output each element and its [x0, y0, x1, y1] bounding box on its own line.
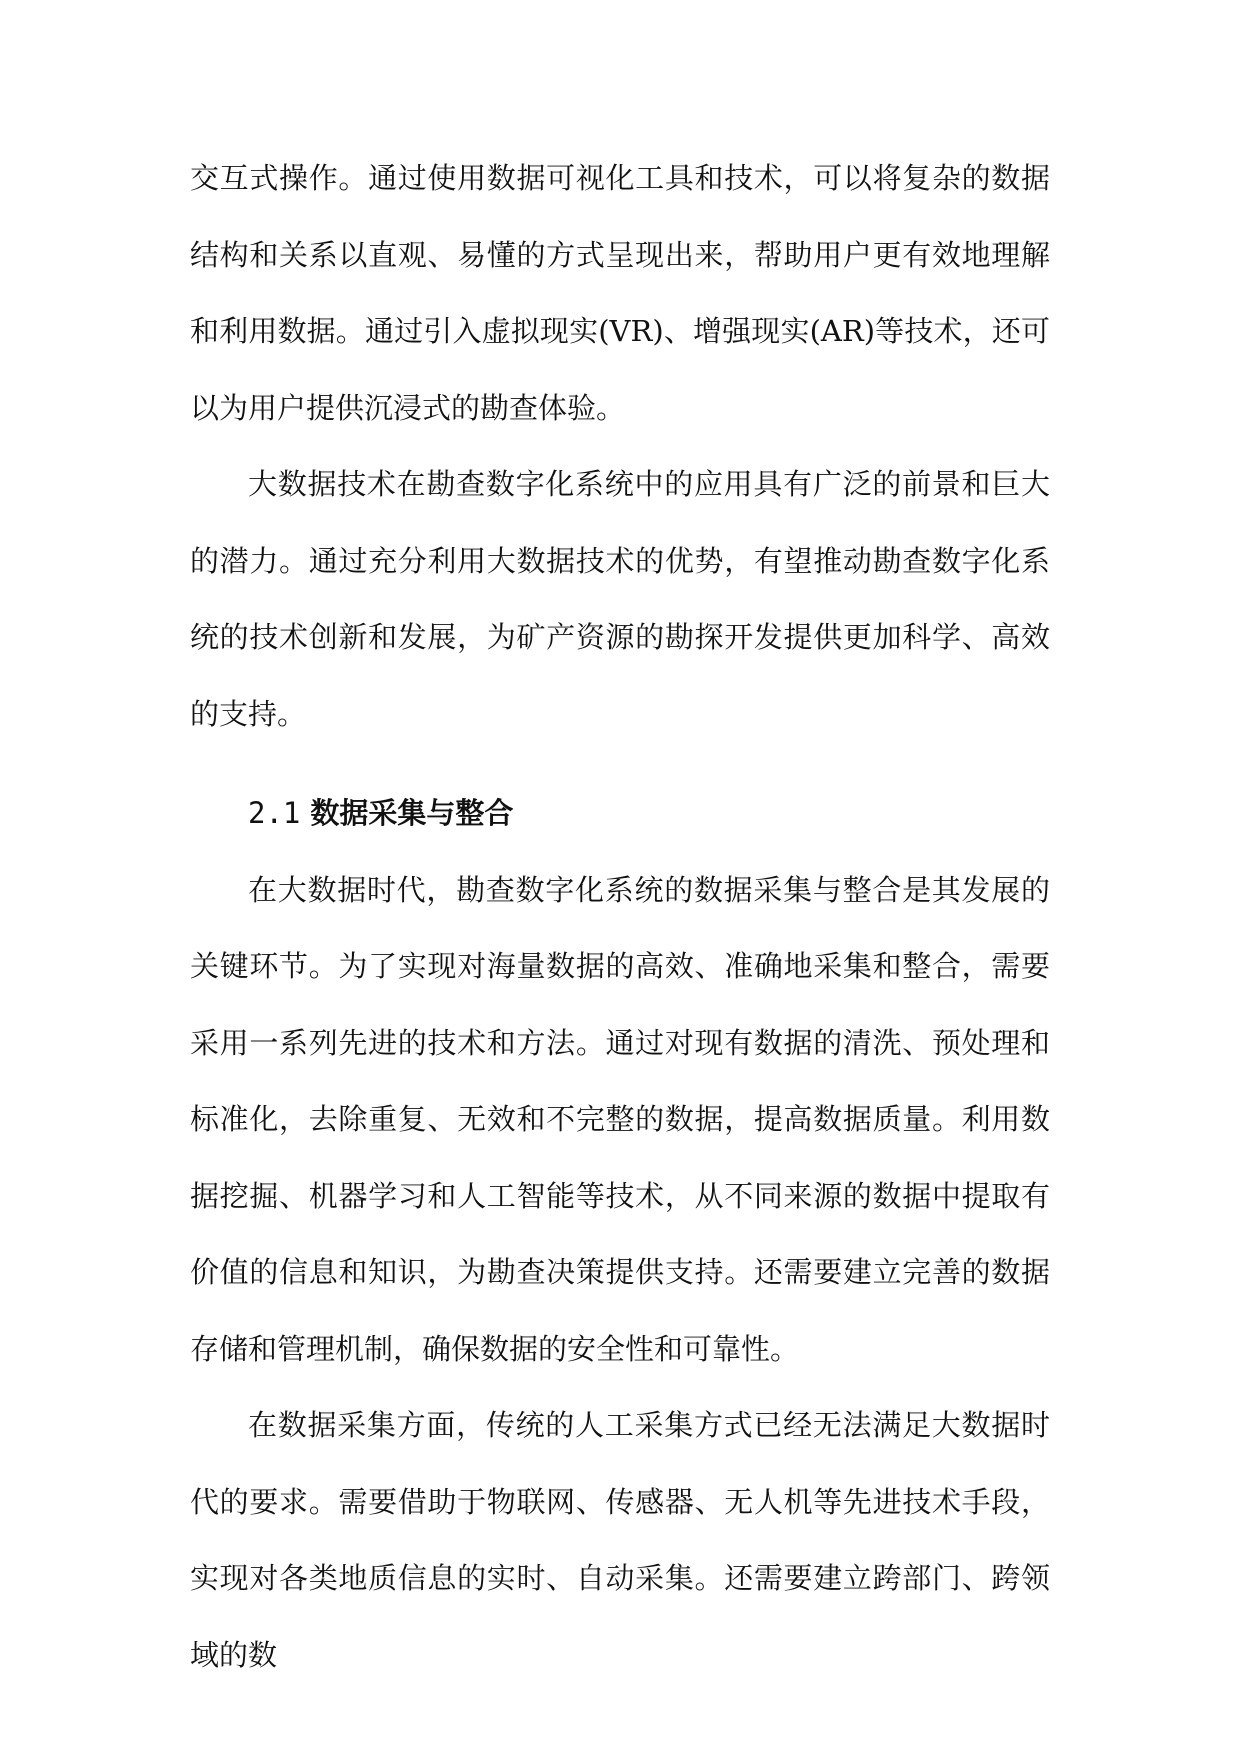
- section-number: 2.1: [248, 796, 301, 830]
- document-page: [190, 140, 1050, 1693]
- paragraph: 在数据采集方面，传统的人工采集方式已经无法满足大数据时代的要求。需要借助于物联网、传感器、无人机等先进技术手段，实现对各类地质信息的实时、自动采集。还需要建立跨部门、跨领域的数: [190, 1408, 1050, 1672]
- paragraph-continued: 交互式操作。通过使用数据可视化工具和技术，可以将复杂的数据结构和关系以直观、易懂的方式呈现出来，帮助用户更有效地理解和利用数据。通过引入虚拟现实(VR)、增强现实(AR)等技术，还可以为用户提供沉浸式的勘查体验。: [190, 161, 1050, 425]
- paragraph: 在大数据时代，勘查数字化系统的数据采集与整合是其发展的关键环节。为了实现对海量数据的高效、准确地采集和整合，需要采用一系列先进的技术和方法。通过对现有数据的清洗、预处理和标准化，去除重复、无效和不完整的数据，提高数据质量。利用数据挖掘、机器学习和人工智能等技术，从不同来源的数据中提取有价值的信息和知识，为勘查决策提供支持。还需要建立完善的数据存储和管理机制，确保数据的安全性和可靠性。: [190, 872, 1050, 1366]
- section-heading: [190, 775, 1050, 852]
- paragraph: 大数据技术在勘查数字化系统中的应用具有广泛的前景和巨大的潜力。通过充分利用大数据技术的优势，有望推动勘查数字化系统的技术创新和发展，为矿产资源的勘探开发提供更加科学、高效的支持。: [190, 467, 1050, 731]
- section-title: 数据采集与整合: [310, 796, 514, 830]
